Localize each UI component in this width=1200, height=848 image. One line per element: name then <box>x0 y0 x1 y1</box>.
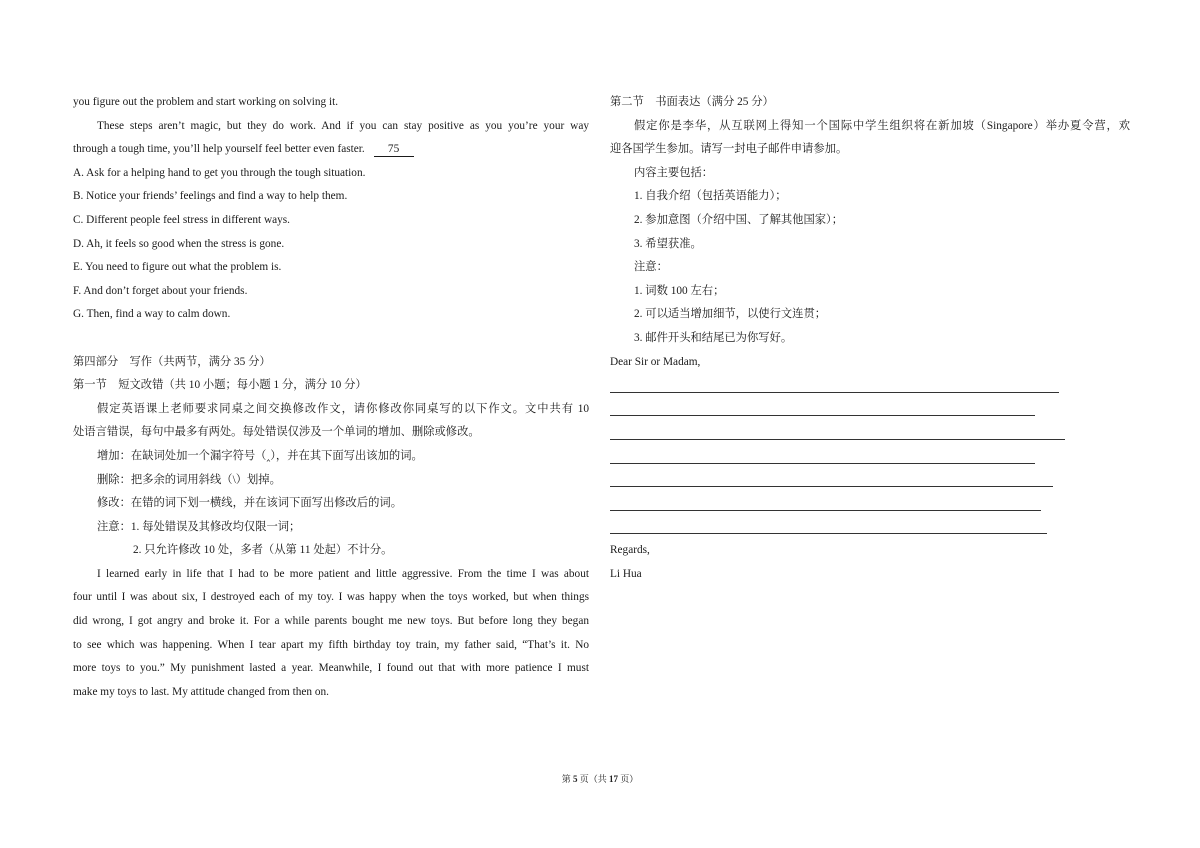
writing-line[interactable] <box>610 516 1130 540</box>
option-d: D. Ah, it feels so good when the stress is gone. <box>73 237 285 250</box>
passage-line: did wrong, I got angry and broke it. For a while parents bought me new toys. But before long they began <box>73 615 589 628</box>
section-title: 第一节 短文改错（共 10 小题；每小题 1 分，满分 10 分） <box>73 379 367 392</box>
passage-line: I learned early in life that I had to be more patient and little aggressive. From the time I was about <box>97 567 589 580</box>
note-item: 3. 邮件开头和结尾已为你写好。 <box>634 331 793 344</box>
content-item: 2. 参加意图（介绍中国、了解其他国家）； <box>634 213 843 226</box>
content-item: 1. 自我介绍（包括英语能力）； <box>634 190 787 203</box>
text-line <box>73 138 589 162</box>
note-line: 2. 只允许修改 10 处，多者（从第 11 处起）不计分。 <box>133 544 393 557</box>
answer-blank: 75 <box>374 142 414 157</box>
total-pages: 17 <box>609 774 618 784</box>
left-column <box>73 91 589 704</box>
footer-mid: 页（共 <box>579 774 607 784</box>
writing-line[interactable] <box>610 374 1130 398</box>
section-title: 第二节 书面表达（满分 25 分） <box>610 96 774 108</box>
passage-line: to see which was happening. When I tear apart my fifth birthday toy train, my father said, “That’s it. No <box>73 638 589 651</box>
writing-line[interactable] <box>610 398 1130 422</box>
note-item: 1. 词数 100 左右； <box>634 284 725 297</box>
writing-line[interactable] <box>610 421 1130 445</box>
letter-closing: Regards, <box>610 544 650 557</box>
writing-line[interactable] <box>610 492 1130 516</box>
letter-signature: Li Hua <box>610 567 642 580</box>
note-item: 2. 可以适当增加细节，以使行文连贯； <box>634 308 827 321</box>
instruction-line: 假定英语课上老师要求同桌之间交换修改作文，请你修改你同桌写的以下作文。文中共有 10 <box>97 402 589 415</box>
page-number: 5 <box>572 774 578 784</box>
option-e: E. You need to figure out what the problem is. <box>73 261 282 274</box>
instruction-line: 处语言错误，每句中最多有两处。每处错误仅涉及一个单词的增加、删除或修改。 <box>73 426 480 439</box>
right-column <box>610 91 1130 586</box>
rule-add: 增加：在缺词处加一个漏字符号（‸），并在其下面写出该加的词。 <box>97 449 423 462</box>
footer-suffix: 页） <box>620 774 639 784</box>
text-line: you figure out the problem and start working on solving it. <box>73 96 339 108</box>
option-f: F. And don’t forget about your friends. <box>73 284 248 297</box>
footer-prefix: 第 <box>561 774 571 784</box>
note-line: 注意：1. 每处错误及其修改均仅限一词； <box>97 520 301 533</box>
note-label: 注意： <box>634 261 668 274</box>
letter-greeting: Dear Sir or Madam, <box>610 355 701 368</box>
part-title: 第四部分 写作（共两节，满分 35 分） <box>73 355 271 368</box>
content-label: 内容主要包括： <box>634 166 714 179</box>
spacer <box>73 327 589 351</box>
option-c: C. Different people feel stress in different ways. <box>73 213 290 226</box>
passage-line: more toys to you.” My punishment lasted a year. Meanwhile, I found out that with more patience I must <box>73 662 589 675</box>
content-item: 3. 希望获准。 <box>634 237 702 250</box>
text-line: These steps aren’t magic, but they do work. And if you can stay positive as you you’re your way <box>97 119 589 132</box>
writing-line[interactable] <box>610 445 1130 469</box>
writing-line[interactable] <box>610 469 1130 493</box>
option-b: B. Notice your friends’ feelings and find a way to help them. <box>73 190 348 203</box>
rule-modify: 修改：在错的词下划一横线，并在该词下面写出修改后的词。 <box>97 497 403 510</box>
passage-line: make my toys to last. My attitude changed from then on. <box>73 685 330 698</box>
text-line-content: through a tough time, you’ll help yourself feel better even faster. <box>73 143 365 156</box>
prompt-line: 迎各国学生参加。请写一封电子邮件申请参加。 <box>610 143 848 156</box>
page-footer <box>0 772 1200 785</box>
prompt-line: 假定你是李华，从互联网上得知一个国际中学生组织将在新加坡（Singapore）举办夏令营，欢 <box>634 119 1130 132</box>
option-a: A. Ask for a helping hand to get you through the tough situation. <box>73 166 366 179</box>
rule-delete: 删除：把多余的词用斜线（\）划掉。 <box>97 473 281 486</box>
option-g: G. Then, find a way to calm down. <box>73 308 231 321</box>
passage-line: four until I was about six, I destroyed each of my toy. I was happy when the toys worked, but when things <box>73 591 589 604</box>
